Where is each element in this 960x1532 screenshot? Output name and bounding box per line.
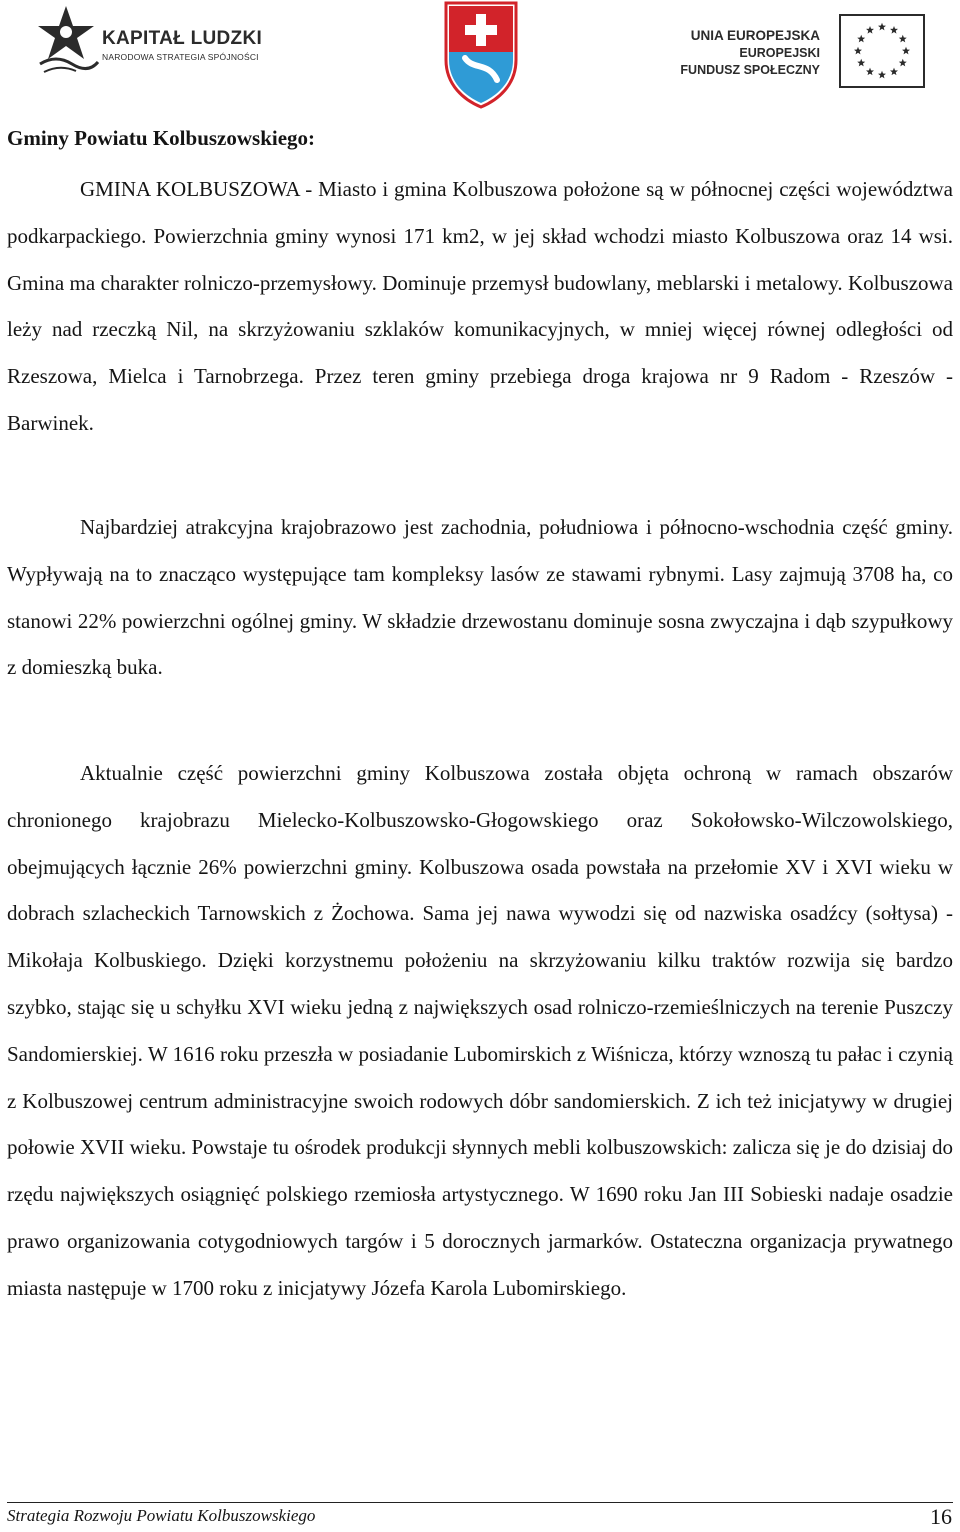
footer-title: Strategia Rozwoju Powiatu Kolbuszowskiego xyxy=(7,1506,316,1525)
coat-of-arms-icon xyxy=(443,0,519,110)
paragraph-gmina-kolbuszowa: GMINA KOLBUSZOWA - Miasto i gmina Kolbuszowa położone są w północnej części województwa podkarpackiego. Powierzchnia gminy wynosi 171 km2, w jej skład wchodzi miasto Kolbuszowa oraz 14 wsi. Gmina ma charakter rolniczo-przemysłowy. Dominuje przemysł budowlany, meblarski i metalowy. Kolbuszowa leży nad rzeczką Nil, na skrzyżowaniu szklaków komunikacyjnych, w mniej więcej równej odległości od Rzeszowa, Mielca i Tarnobrzega. Przez teren gminy przebiega droga krajowa nr 9 Radom - Rzeszów - Barwinek. xyxy=(7,177,953,435)
eu-logo-line1: UNIA EUROPEJSKA xyxy=(690,28,820,43)
eu-logo-line2: EUROPEJSKI xyxy=(739,46,820,60)
eu-flag-icon xyxy=(839,14,925,88)
logo-subtitle: NARODOWA STRATEGIA SPÓJNOŚCI xyxy=(102,52,259,62)
kapital-ludzki-logo xyxy=(36,4,266,76)
paragraph-landscape: Najbardziej atrakcyjna krajobrazowo jest zachodnia, południowa i północno-wschodnia część gminy. Wypływają na to znacząco występujące tam kompleksy lasów ze stawami rybnymi. Lasy zajmują 3708 ha, co stanowi 22% powierzchni ogólnej gminy. W składzie drzewostanu dominuje sosna zwyczajna i dąb szypułkowy z domieszką buka. xyxy=(7,515,953,680)
page-heading: Gminy Powiatu Kolbuszowskiego: xyxy=(7,126,316,150)
paragraph-history: Aktualnie część powierzchni gminy Kolbuszowa została objęta ochroną w ramach obszarów chronionego krajobrazu Mielecko-Kolbuszowsko-Głogowskiego oraz Sokołowsko-Wilczowolskiego, obejmujących łącznie 26% powierzchni gminy. Kolbuszowa osada powstała na przełomie XV i XVI wieku w dobrach szlacheckich Tarnowskich z Żochowa. Sama jej nawa wywodzi się od nazwiska osadźcy (sołtysa) - Mikołaja Kolbuskiego. Dzięki korzystnemu położeniu na skrzyżowaniu kilku traktów rozwija się bardzo szybko, stając się u schyłku XVI wieku jedną z największych osad rolniczo-rzemieślniczych na terenie Puszczy Sandomierskiej. W 1616 roku przeszła w posiadanie Lubomirskich z Wiśnicza, którzy wznoszą tu pałac i czynią z Kolbuszowej centrum administracyjne swoich rodowych dóbr sandomierskich. Z ich też inicjatywy w drugiej połowie XVII wieku. Powstaje tu ośrodek produkcji słynnych mebli kolbuszowskich: zalicza się je do dzisiaj do rzędu największych osiągnięć polskiego rzemiosła artystycznego. W 1690 roku Jan III Sobieski nadaje osadzie prawo organizowania cotygodniowych targów i 5 dorocznych jarmarków. Ostateczna organizacja prywatnego miasta następuje w 1700 roku z inicjatywy Józefa Karola Lubomirskiego. xyxy=(7,761,953,1300)
page-number: 16 xyxy=(930,1504,952,1529)
eu-logo-line3: FUNDUSZ SPOŁECZNY xyxy=(680,63,820,77)
page-header xyxy=(0,0,960,112)
eu-logo xyxy=(680,14,930,94)
footer-divider xyxy=(7,1502,953,1503)
kapital-ludzki-star-icon xyxy=(36,4,100,76)
logo-title: KAPITAŁ LUDZKI xyxy=(102,28,263,49)
eu-logo-text xyxy=(680,26,820,79)
